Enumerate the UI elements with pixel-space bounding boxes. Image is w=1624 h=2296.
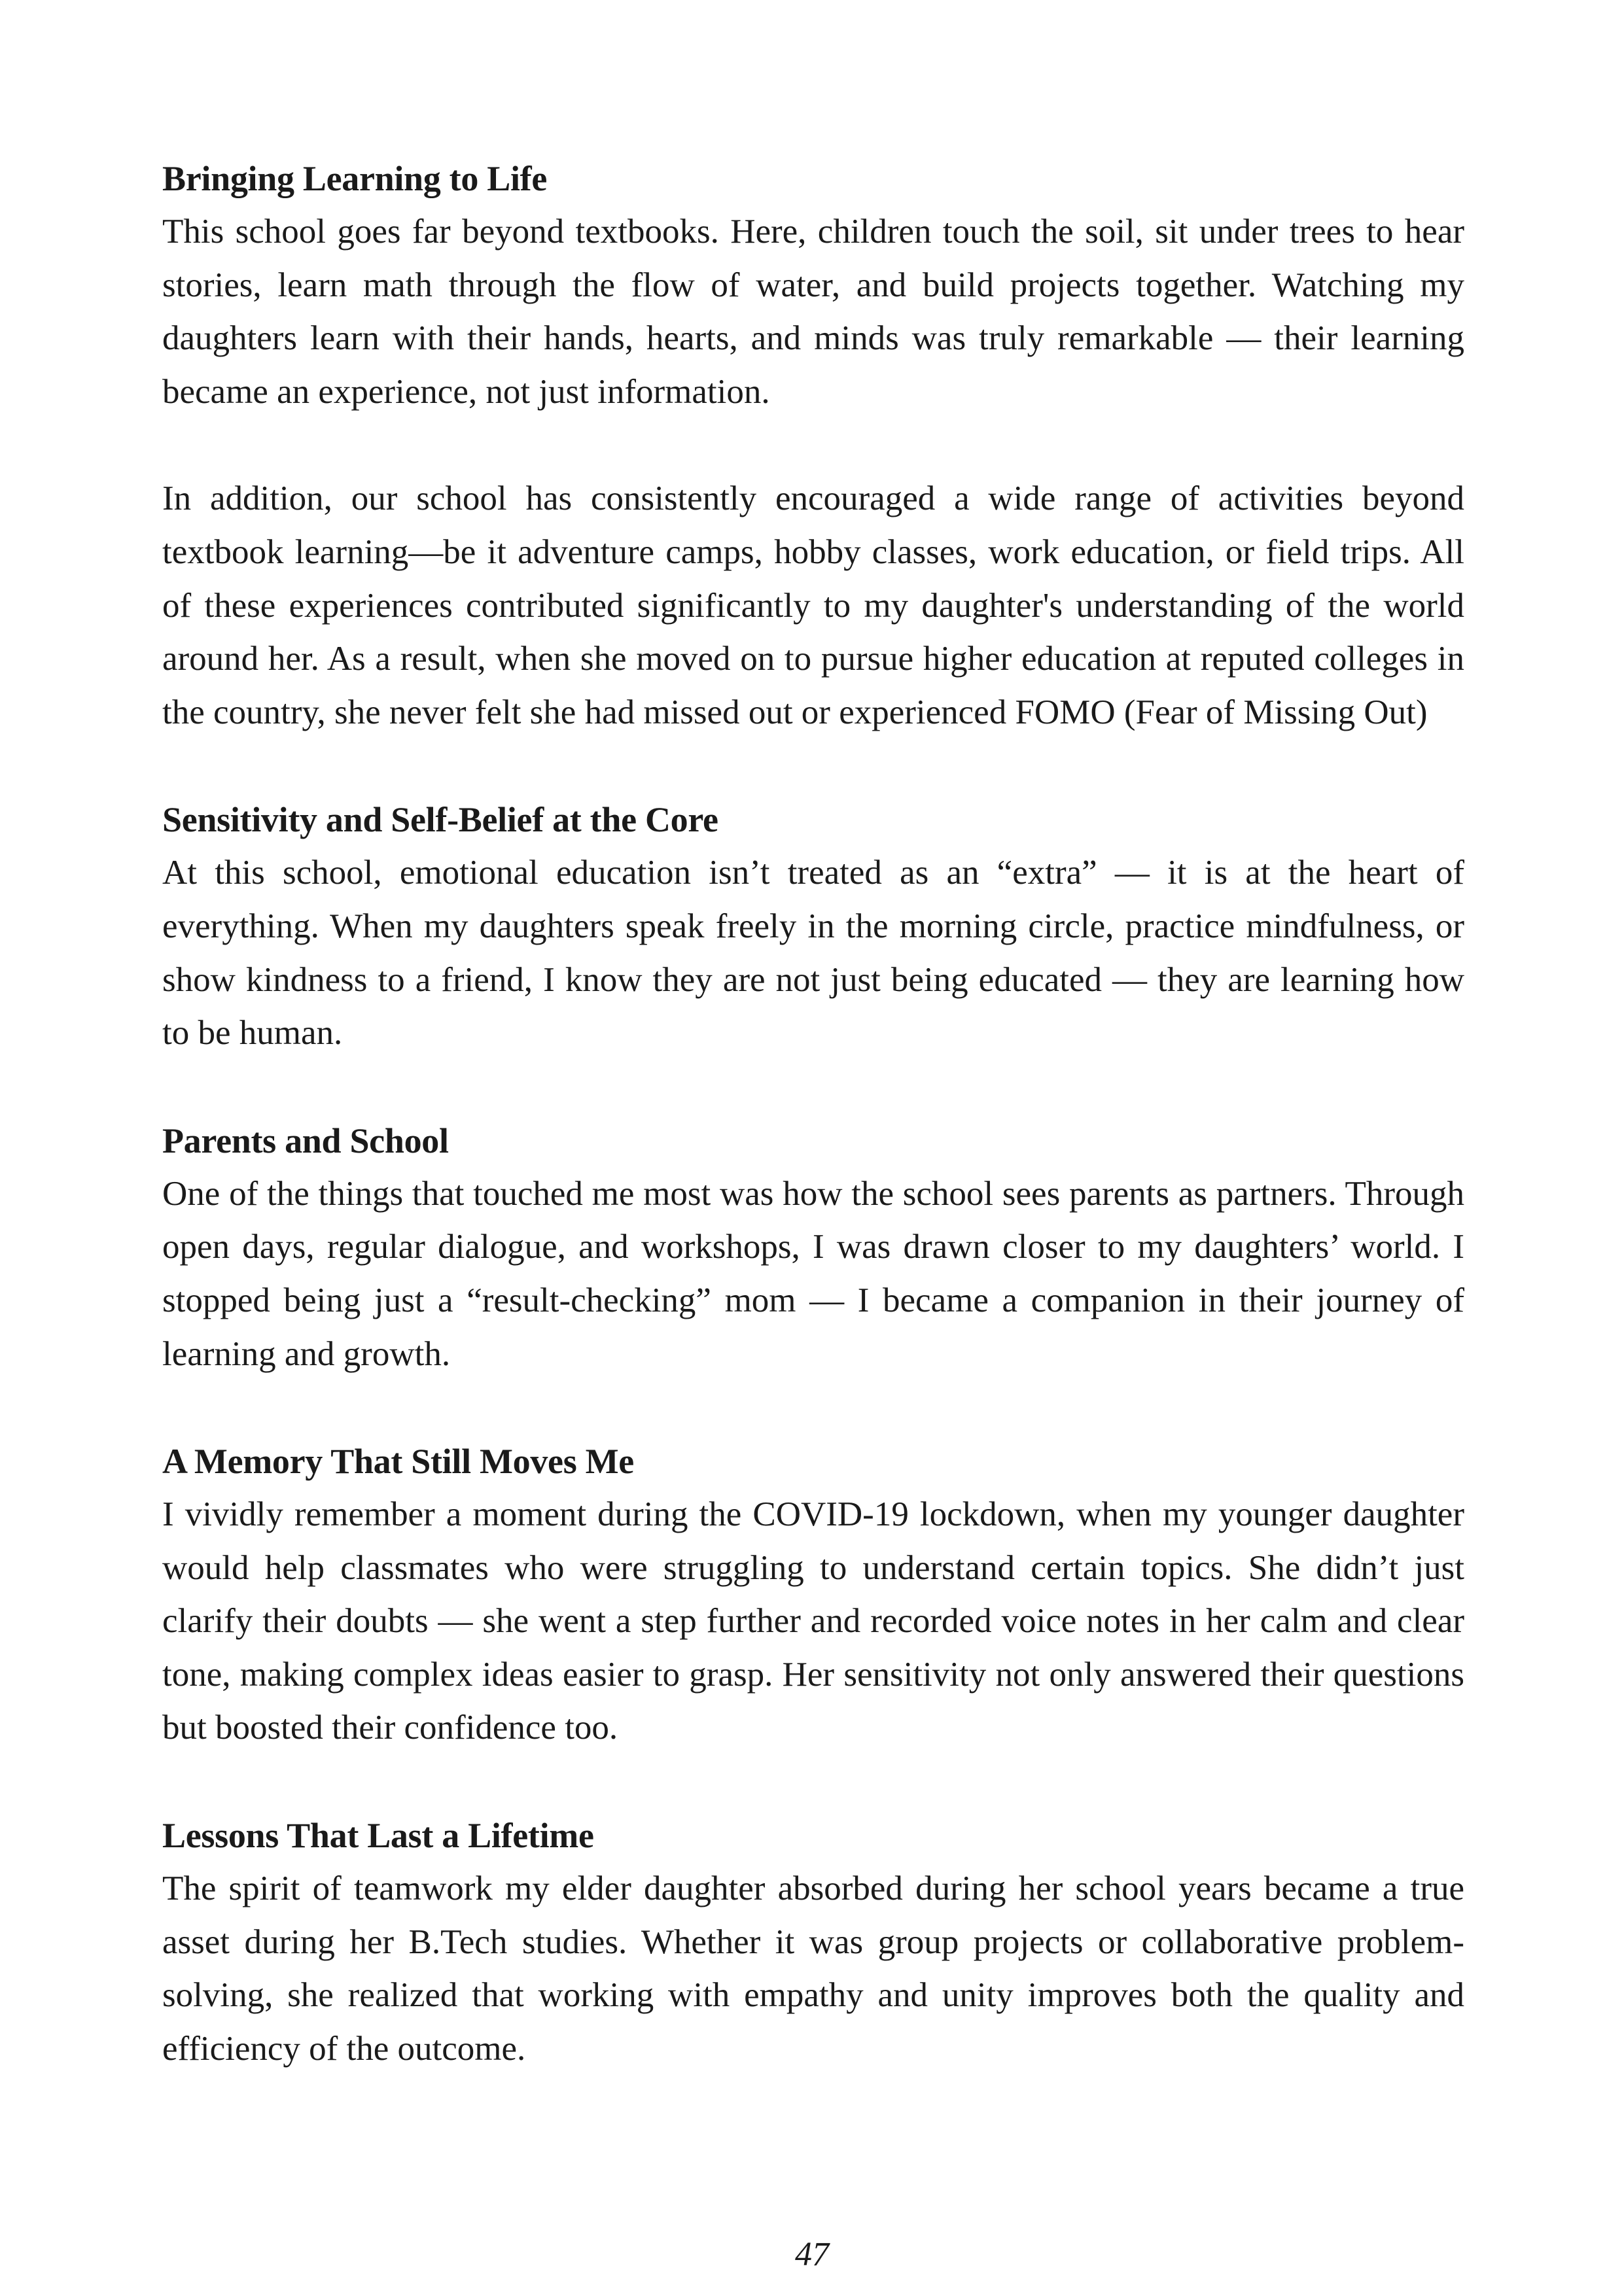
paragraph: I vividly remember a moment during the COVID-19 lockdown, when my younger daughter would help classmates who were struggling to understand certain topics. She didn’t just clarify their doubts — she went a step further and recorded voice notes in her calm and clear tone, making complex ideas easier to grasp. Her sensitivity not only answered their questions but boosted their confidence too.	[162, 1495, 1464, 1747]
section-sensitivity	[162, 793, 1464, 1060]
paragraph: One of the things that touched me most was how the school sees parents as partners. Through open days, regular dialogue, and workshops, I was drawn closer to my daughters’ world. I stopped being just a “result-checking” mom — I became a companion in their journey of learning and growth.	[162, 1174, 1464, 1373]
paragraph: In addition, our school has consistently encouraged a wide range of activities beyond textbook learning—be it adventure camps, hobby classes, work education, or field trips. All of these experiences contributed significantly to my daughter's understanding of the world around her. As a result, when she moved on to pursue higher education at reputed colleges in the country, she never felt she had missed out or experienced FOMO (Fear of Missing Out)	[162, 479, 1464, 731]
section-heading: A Memory That Still Moves Me	[162, 1442, 634, 1482]
section-heading: Lessons That Last a Lifetime	[162, 1816, 594, 1856]
page-number: 47	[795, 2236, 829, 2273]
document-body	[162, 152, 1464, 2076]
paragraph: At this school, emotional education isn’t treated as an “extra” — it is at the heart of everything. When my daughters speak freely in the morning circle, practice mindfulness, or show kindness to a friend, I know they are not just being educated — they are learning how to be human.	[162, 854, 1464, 1052]
section-heading: Bringing Learning to Life	[162, 159, 548, 198]
section-parents-school	[162, 1114, 1464, 1381]
section-heading: Parents and School	[162, 1121, 449, 1160]
paragraph: The spirit of teamwork my elder daughter absorbed during her school years became a true asset during her B.Tech studies. Whether it was group projects or collaborative problem-solving, she realized that working with empathy and unity improves both the quality and efficiency of the outcome.	[162, 1870, 1464, 2068]
section-bringing-learning	[162, 152, 1464, 739]
paragraph: This school goes far beyond textbooks. Here, children touch the soil, sit under trees to hear stories, learn math through the flow of water, and build projects together. Watching my daughters learn with their hands, hearts, and minds was truly remarkable — their learning became an experience, not just information.	[162, 213, 1464, 411]
section-memory	[162, 1435, 1464, 1755]
section-lessons	[162, 1809, 1464, 2076]
section-heading: Sensitivity and Self-Belief at the Core	[162, 800, 718, 840]
